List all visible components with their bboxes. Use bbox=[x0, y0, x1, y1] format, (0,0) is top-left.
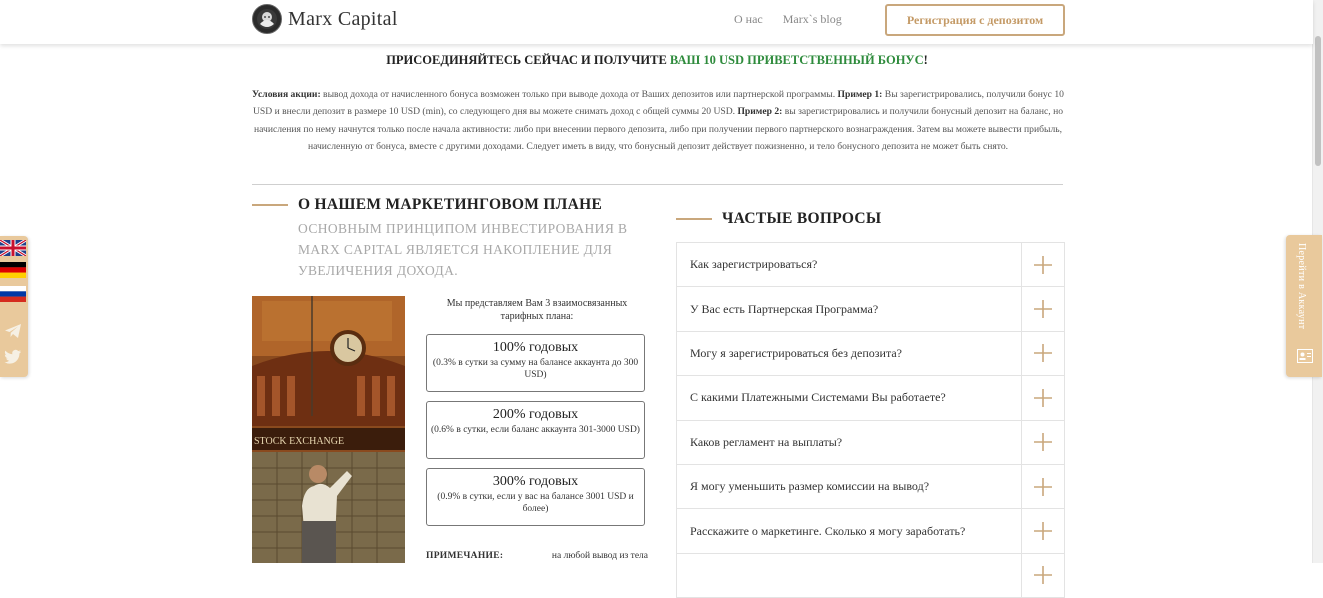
expand-plus-icon[interactable] bbox=[1021, 376, 1064, 419]
site-logo[interactable] bbox=[252, 4, 398, 34]
promo-title-highlight: ВАШ 10 USD ПРИВЕТСТВЕННЫЙ БОНУС bbox=[669, 53, 924, 67]
site-header bbox=[0, 0, 1313, 44]
plan-card[interactable] bbox=[426, 468, 645, 526]
example1-text: Вы зарегистрировались, получили бонус 10 USD и внесли депозит в размере 10 USD (min), со следующего дня вы можете снимать доход с общей суммы 20 USD. bbox=[252, 89, 1064, 118]
telegram-icon[interactable] bbox=[4, 322, 22, 340]
note-label: ПРИМЕЧАНИЕ: bbox=[426, 551, 504, 561]
plan-title: 200% годовых bbox=[492, 407, 579, 422]
faq-heading bbox=[676, 210, 881, 228]
german-flag-icon[interactable] bbox=[0, 262, 26, 278]
plan-description: (0.3% в сутки за сумму на балансе аккаунта до 300 USD) bbox=[432, 358, 639, 380]
plans-intro: Мы представляем Вам 3 взаимосвязанных тарифных плана: bbox=[446, 298, 628, 322]
faq-item-partial[interactable] bbox=[677, 554, 1064, 598]
faq-question: У Вас есть Партнерская Программа? bbox=[690, 301, 879, 316]
russian-flag-icon[interactable] bbox=[0, 286, 26, 302]
scrollbar-thumb[interactable] bbox=[1315, 36, 1321, 166]
plan-description: (0.9% в сутки, если у вас на балансе 3001 USD и более) bbox=[437, 492, 634, 514]
faq-question: Как зарегистрироваться? bbox=[690, 257, 818, 272]
faq-question: Я могу уменьшить размер комиссии на вывод? bbox=[690, 479, 930, 494]
stock-exchange-painting bbox=[252, 296, 405, 563]
marketing-title: О НАШЕМ МАРКЕТИНГОВОМ ПЛАНЕ bbox=[298, 196, 603, 213]
faq-item[interactable] bbox=[677, 465, 1064, 509]
plan-description: (0.6% в сутки, если баланс аккаунта 301-3000 USD) bbox=[431, 425, 640, 435]
expand-plus-icon[interactable] bbox=[1021, 243, 1064, 286]
main-nav bbox=[734, 12, 842, 27]
painting-sign-text: STOCK EXCHANGE bbox=[254, 436, 345, 447]
terms-label: Условия акции: bbox=[252, 89, 321, 100]
promo-title-suffix: ! bbox=[923, 53, 928, 67]
plans-note bbox=[426, 551, 648, 561]
brand-name: Marx Capital bbox=[288, 7, 398, 30]
faq-question: Расскажите о маркетинге. Сколько я могу заработать? bbox=[690, 523, 966, 538]
faq-question: Могу я зарегистрироваться без депозита? bbox=[690, 345, 902, 360]
heading-accent-line bbox=[252, 204, 288, 206]
expand-plus-icon[interactable] bbox=[1021, 421, 1064, 464]
plan-card[interactable] bbox=[426, 334, 645, 392]
faq-item[interactable] bbox=[677, 509, 1064, 553]
faq-item[interactable] bbox=[677, 421, 1064, 465]
marketing-heading bbox=[252, 196, 602, 214]
account-card-icon bbox=[1297, 349, 1313, 363]
language-social-bar bbox=[0, 236, 28, 377]
expand-plus-icon[interactable] bbox=[1021, 332, 1064, 375]
heading-accent-line bbox=[676, 218, 712, 220]
example2-text: вы зарегистрировались и получили бонусный депозит на баланс, но начисления по нему начнутся только после начала активности: либо при внесении первого депозита, либо при получении первого партнерского вознаграждения. Затем вы можете вывести прибыль, начисленную от бонуса, вместе с другими доходами. Следует иметь в виду, что бонусный депозит действует пожизненно, и тело бонусного депозита не может быть снято. bbox=[253, 106, 1064, 152]
expand-plus-icon[interactable] bbox=[1021, 509, 1064, 552]
nav-blog[interactable]: Marx`s blog bbox=[782, 12, 842, 26]
marx-portrait-icon bbox=[252, 4, 282, 34]
english-flag-icon[interactable] bbox=[0, 240, 26, 256]
example1-label: Пример 1: bbox=[837, 89, 883, 100]
expand-plus-icon[interactable] bbox=[1021, 465, 1064, 508]
expand-plus-icon[interactable] bbox=[1021, 554, 1064, 597]
faq-item[interactable] bbox=[677, 243, 1064, 287]
register-with-deposit-button[interactable]: Регистрация с депозитом bbox=[885, 4, 1065, 36]
plan-title: 300% годовых bbox=[492, 474, 579, 489]
faq-item[interactable] bbox=[677, 376, 1064, 420]
promo-title-prefix: ПРИСОЕДИНЯЙТЕСЬ СЕЙЧАС И ПОЛУЧИТЕ bbox=[386, 53, 670, 67]
plan-title: 100% годовых bbox=[492, 340, 579, 355]
faq-question: С какими Платежными Системами Вы работаете? bbox=[690, 390, 946, 405]
faq-question: Каков регламент на выплаты? bbox=[690, 434, 843, 449]
account-tab-label: Перейти в Аккаунт bbox=[1296, 243, 1307, 330]
marketing-subtitle: ОСНОВНЫМ ПРИНЦИПОМ ИНВЕСТИРОВАНИЯ В MARX CAPITAL ЯВЛЯЕТСЯ НАКОПЛЕНИЕ ДЛЯ УВЕЛИЧЕНИЯ ДОХОДА. bbox=[298, 221, 628, 278]
example2-label: Пример 2: bbox=[737, 106, 783, 118]
note-text: на любой вывод из тела bbox=[551, 551, 648, 561]
expand-plus-icon[interactable] bbox=[1021, 287, 1064, 330]
go-to-account-tab[interactable] bbox=[1286, 235, 1322, 377]
promo-title bbox=[252, 53, 1062, 68]
faq-item[interactable] bbox=[677, 332, 1064, 376]
plan-card[interactable] bbox=[426, 401, 645, 459]
faq-item[interactable] bbox=[677, 287, 1064, 331]
terms-text: вывод дохода от начисленного бонуса возможен только при выводе дохода от Ваших депозитов или партнерской программы. bbox=[320, 89, 838, 100]
faq-title: ЧАСТЫЕ ВОПРОСЫ bbox=[722, 210, 882, 227]
nav-about[interactable]: О нас bbox=[734, 12, 763, 26]
promo-terms bbox=[252, 86, 1064, 155]
faq-accordion bbox=[676, 242, 1065, 598]
twitter-icon[interactable] bbox=[4, 348, 22, 366]
section-divider bbox=[252, 184, 1063, 185]
